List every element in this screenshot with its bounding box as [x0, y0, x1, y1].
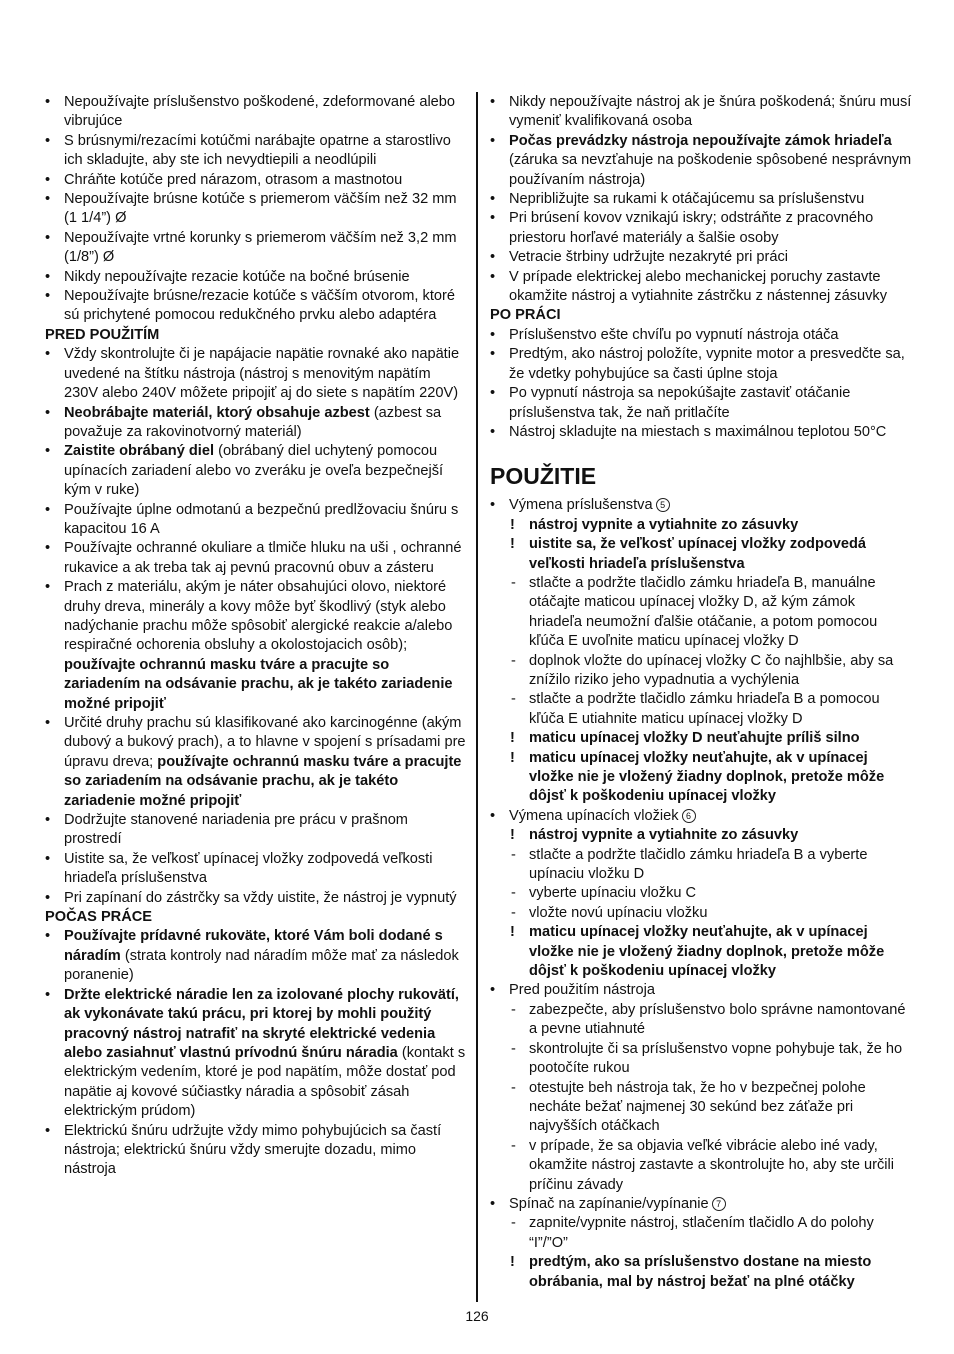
list-item: • Elektrickú šnúru udržujte vždy mimo pohybujúcich sa častí nástroja; elektrickú šnúru vždy smerujte dozadu, mimo nástroja	[45, 1122, 467, 1180]
usage-list	[490, 1195, 912, 1214]
step-item: - otestujte beh nástroja tak, že ho v bezpečnej polohe necháte bežať najmenej 30 sekúnd bez záťaže pri najvyšších otáčkach	[509, 1079, 912, 1137]
warning-item: ! maticu upínacej vložky D neuťahujte príliš silno	[509, 729, 912, 748]
list-item: • Nepribližujte sa rukami k otáčajúcemu sa príslušenstvu	[490, 190, 912, 209]
list-item: • Pred použitím nástroja	[490, 981, 912, 1000]
list-item: • Pri brúsení kovov vznikajú iskry; odstráňte z pracovného priestoru horľavé materiály a šalšie osoby	[490, 209, 912, 248]
bold-text: Neobrábajte materiál, ktorý obsahuje azbest	[64, 404, 370, 421]
page-number: 126	[465, 1308, 489, 1324]
before-use-list	[45, 345, 467, 908]
item-text: Výmena príslušenstva	[509, 497, 653, 514]
list-item: • Nepoužívajte brúsne kotúče s priemerom väčším než 32 mm (1 1/4”) Ø	[45, 190, 467, 229]
usage-list	[490, 981, 912, 1000]
step-item: - stlačte a podržte tlačidlo zámku hriadeľa B a vyberte upínaciu vložku D	[509, 846, 912, 885]
usage-list	[490, 807, 912, 826]
during-work-list	[45, 927, 467, 1179]
bold-text: používajte ochrannú masku tváre a pracujte so zariadením na odsávanie prachu, ak je takéto zariadenie možné pripojiť	[64, 753, 462, 809]
sub-list	[490, 516, 912, 807]
step-item: - v prípade, že sa objavia veľké vibrácie alebo iné vady, okamžite nástroj zastavte a skontrolujte ho, aby ste určili príčinu závady	[509, 1137, 912, 1195]
list-item	[490, 132, 912, 190]
section-title-pouzitie: POUŽITIE	[490, 463, 597, 490]
list-item: • Dodržujte stanovené nariadenia pre prácu v prašnom prostredí	[45, 811, 467, 850]
list-item: • Nepoužívajte vrtné korunky s priemerom väčším než 3,2 mm (1/8”) Ø	[45, 229, 467, 268]
item-text: (strata kontroly nad náradím môže mať za následok poranenie)	[64, 947, 459, 984]
item-text: Výmena upínacích vložiek	[509, 807, 679, 824]
during-work-list-continued	[490, 93, 912, 306]
after-work-list	[490, 326, 912, 442]
bold-text: používajte ochrannú masku tváre a pracujte so zariadením na odsávanie prachu, ak je takéto zariadenie možné pripojiť	[64, 656, 453, 712]
warning-item: ! predtým, ako sa príslušenstvo dostane na miesto obrábania, mal by nástroj bežať na plné otáčky	[509, 1253, 912, 1292]
section-heading-pred-pouzitim: PRED POUŽITÍM	[45, 326, 160, 343]
step-item: - vyberte upínaciu vložku C	[509, 884, 912, 903]
warning-item: ! maticu upínacej vložky neuťahujte, ak v upínacej vložke nie je vložený žiadny doplnok, pretože môže dôjsť k poškodeniu upínacej vložky	[509, 923, 912, 981]
bold-text: Používajte prídavné rukoväte, ktoré Vám boli dodané s náradím	[64, 928, 443, 964]
list-item	[490, 807, 912, 826]
list-item	[45, 714, 467, 811]
bold-text: Počas prevádzky nástroja nepoužívajte zámok hriadeľa	[509, 132, 892, 149]
list-item: • Po vypnutí nástroja sa nepokúšajte zastaviť otáčanie príslušenstva tak, že naň pritlačíte	[490, 384, 912, 423]
list-item: • Uistite sa, že veľkosť upínacej vložky zodpovedá veľkosti hriadeľa príslušenstva	[45, 850, 467, 889]
step-item: - doplnok vložte do upínacej vložky C čo najhlbšie, aby sa znížilo riziko jeho vypadnutia a vychýlenia	[509, 652, 912, 691]
sub-list	[490, 826, 912, 981]
item-text: (kontakt s elektrickým vedením, ktoré je pod napätím, môže dostať pod napätie aj kovové súčiastky náradia a spôsobiť zásah elektrickým prúdom)	[64, 1044, 466, 1120]
list-item: • Predtým, ako nástroj položíte, vypnite motor a presvedčte sa, že vdetky pohybujúce sa časti úplne stoja	[490, 345, 912, 384]
right-column	[490, 93, 912, 1292]
list-item	[45, 986, 467, 1122]
list-item	[45, 442, 467, 500]
list-item: • Nikdy nepoužívajte nástroj ak je šnúra poškodená; šnúru musí vymeniť kvalifikovaná osoba	[490, 93, 912, 132]
list-item: • Používajte úplne odmotanú a bezpečnú predlžovaciu šnúru s kapacitou 16 A	[45, 501, 467, 540]
bold-text: Zaistite obrábaný diel	[64, 443, 215, 460]
usage-list	[490, 496, 912, 515]
step-item: - zabezpečte, aby príslušenstvo bolo správne namontované a pevne utiahnuté	[509, 1001, 912, 1040]
item-text: Určité druhy prachu sú klasifikované ako karcinogénne (akým dubový a bukový prach), a to hlavne v spojení s prísadami pre úpravu dreva;	[64, 715, 466, 770]
list-item: • Pri zapínaní do zástrčky sa vždy uistite, že nástroj je vypnutý	[45, 889, 467, 908]
section-heading-pocas-prace: POČAS PRÁCE	[45, 909, 153, 926]
list-item: • S brúsnymi/rezacími kotúčmi narábajte opatrne a starostlivo ich skladujte, aby ste ich nevydtiepili a neodlúpili	[45, 132, 467, 171]
step-item: - vložte novú upínaciu vložku	[509, 904, 912, 923]
list-item	[490, 496, 912, 515]
item-text: (záruka sa nevzťahuje na poškodenie spôsobené nesprávnym používaním nástroja)	[509, 152, 912, 188]
warning-item: ! maticu upínacej vložky neuťahujte, ak v upínacej vložke nie je vložený žiadny doplnok, pretože môže dôjsť k poškodeniu upínacej vložky	[509, 749, 912, 807]
step-item: - zapnite/vypnite nástroj, stlačením tlačidlo A do polohy “I”/”O”	[509, 1214, 912, 1253]
figure-number-badge: 5	[656, 498, 670, 512]
list-item: • Nikdy nepoužívajte rezacie kotúče na bočné brúsenie	[45, 268, 467, 287]
warning-item: ! uistite sa, že veľkosť upínacej vložky zodpovedá veľkosti hriadeľa príslušenstva	[509, 535, 912, 574]
sub-list	[490, 1214, 912, 1292]
item-text: Prach z materiálu, akým je náter obsahujúci olovo, niektoré druhy dreva, minerály a kovy môže byť škodlivý (styk alebo nadýchanie prachu môže spôsobiť alergické reakcie a/alebo respiračné ochorenia obsluhy a okolostojacich osôb);	[64, 579, 453, 654]
list-item: • V prípade elektrickej alebo mechanickej poruchy zastavte okamžite nástroj a vytiahnite zástrčku z nástennej zásuvky	[490, 268, 912, 307]
figure-number-badge: 6	[682, 809, 696, 823]
item-text: (azbest sa považuje za rakovinotvorný materiál)	[64, 404, 442, 440]
accessory-safety-list	[45, 93, 467, 326]
column-divider	[476, 92, 478, 1302]
step-item: - skontrolujte či sa príslušenstvo vopne pohybuje tak, že ho pootočíte rukou	[509, 1040, 912, 1079]
list-item: • Nepoužívajte brúsne/rezacie kotúče s väčším otvorom, ktoré sú prichytené pomocou redukčného prvku alebo adaptéra	[45, 287, 467, 326]
step-item: - stlačte a podržte tlačidlo zámku hriadeľa B a pomocou kľúča E utiahnite maticu upínacej vložky D	[509, 690, 912, 729]
sub-list	[490, 1001, 912, 1195]
bold-text: Držte elektrické náradie len za izolované plochy rukovätí, ak vykonávate takú prácu, pri ktorej by mohli použitý pracovný nástroj natrafiť na skryté elektrické vedenia alebo zasiahnuť vlastnú prívodnú šnúru náradia	[64, 986, 459, 1061]
figure-number-badge: 7	[712, 1197, 726, 1211]
list-item: • Vždy skontrolujte či je napájacie napätie rovnaké ako napätie uvedené na štítku nástroja (nástroj s menovitým napätím 230V alebo 240V môžete pripojiť aj do siete s napätím 220V)	[45, 345, 467, 403]
warning-item: ! nástroj vypnite a vytiahnite zo zásuvky	[509, 826, 912, 845]
item-text: (obrábaný diel uchytený pomocou upínacích zariadení alebo vo zveráku je oveľa bezpečnejší kým v ruke)	[64, 443, 444, 499]
list-item: • Chráňte kotúče pred nárazom, otrasom a mastnotou	[45, 171, 467, 190]
left-column	[45, 93, 467, 1180]
list-item	[45, 578, 467, 714]
list-item	[45, 404, 467, 443]
step-item: - stlačte a podržte tlačidlo zámku hriadeľa B, manuálne otáčajte maticou upínacej vložky D, až kým zámok hriadeľa neumožní ďalšie otáčanie, a potom pomocou kľúča E uvoľnite maticu upínacej vložky D	[509, 574, 912, 652]
list-item: • Používajte ochranné okuliare a tlmiče hluku na uši , ochranné rukavice a ak treba tak aj pevnú pracovnú obuv a zásteru	[45, 539, 467, 578]
list-item: • Nepoužívajte príslušenstvo poškodené, zdeformované alebo vibrujúce	[45, 93, 467, 132]
list-item: • Vetracie štrbiny udržujte nezakryté pri práci	[490, 248, 912, 267]
list-item: • Príslušenstvo ešte chvíľu po vypnutí nástroja otáča	[490, 326, 912, 345]
list-item	[45, 927, 467, 985]
list-item	[490, 1195, 912, 1214]
section-heading-po-praci: PO PRÁCI	[490, 307, 561, 324]
list-item: • Nástroj skladujte na miestach s maximálnou teplotou 50°C	[490, 423, 912, 442]
item-text: Spínač na zapínanie/vypínanie	[509, 1195, 709, 1212]
warning-item: ! nástroj vypnite a vytiahnite zo zásuvky	[509, 516, 912, 535]
